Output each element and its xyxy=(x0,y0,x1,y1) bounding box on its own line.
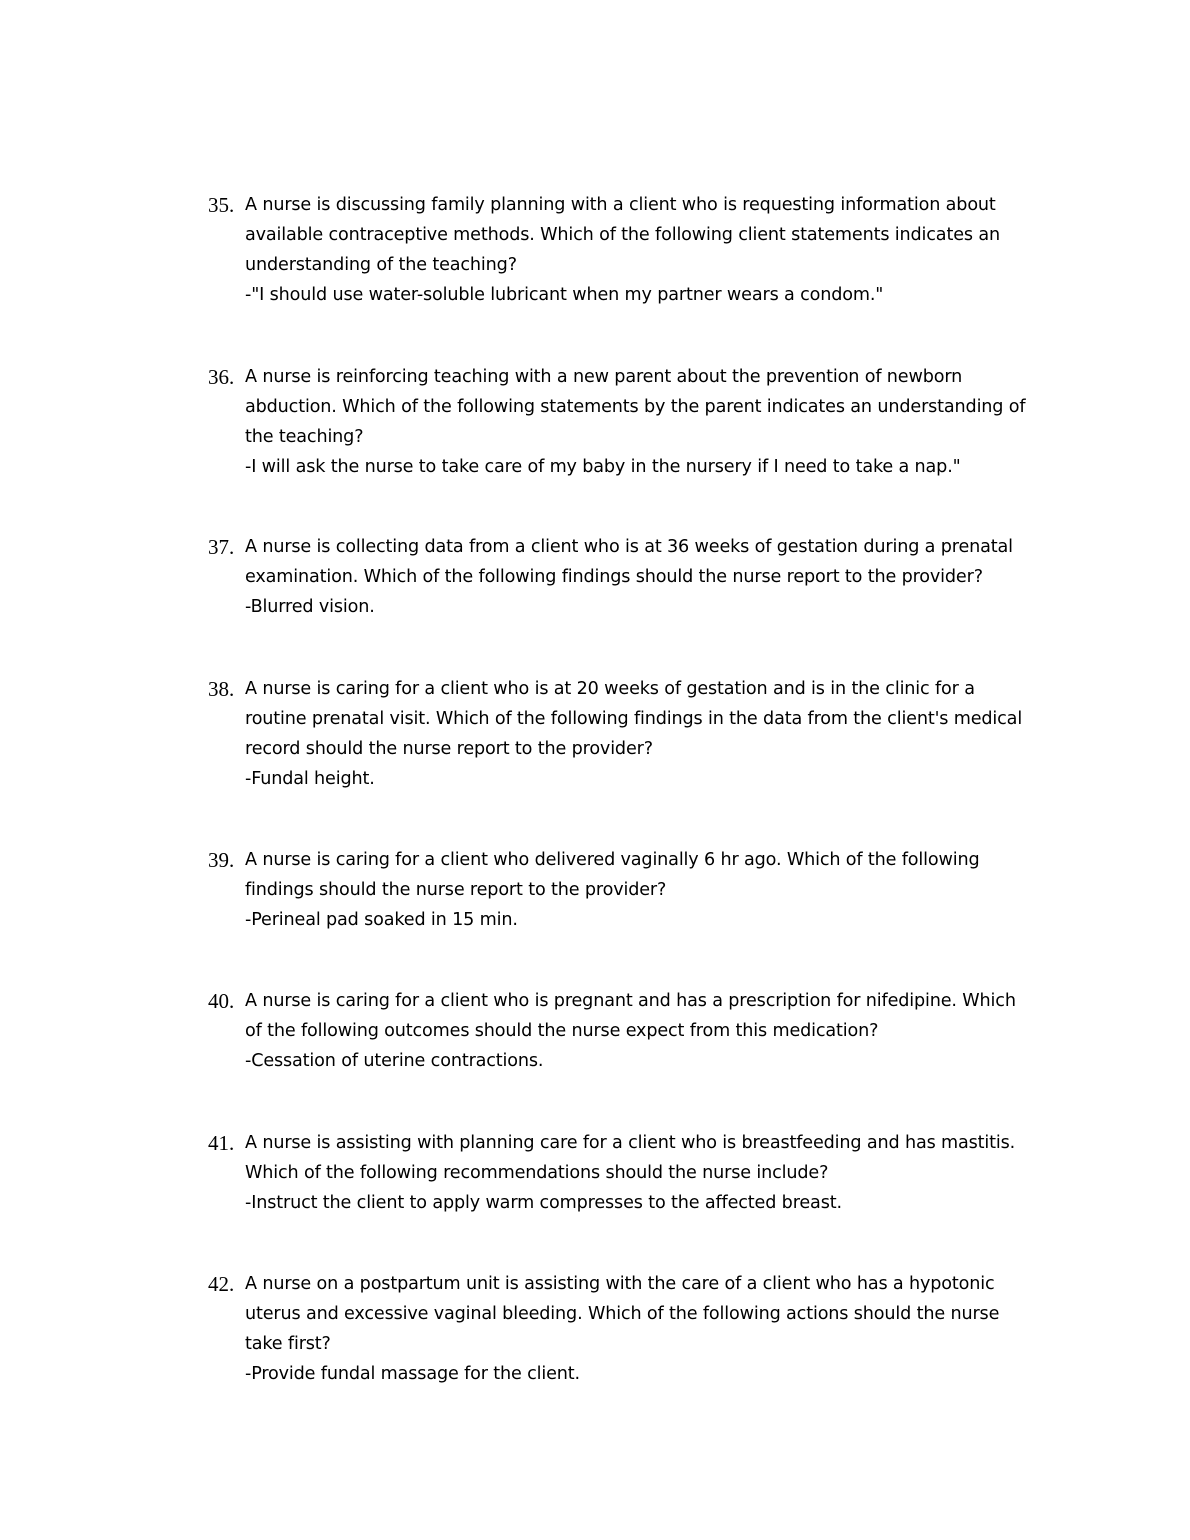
answer-text: -Blurred vision. xyxy=(245,597,375,617)
question-number: 35. xyxy=(208,193,235,217)
question-number: 39. xyxy=(208,848,235,872)
question-body xyxy=(245,1128,1028,1218)
question-body xyxy=(245,986,1028,1076)
question-39 xyxy=(208,845,1028,935)
question-42 xyxy=(208,1269,1028,1389)
question-text: A nurse is caring for a client who delivered vaginally 6 hr ago. Which of the following findings should the nurse report to the provider? xyxy=(245,850,980,900)
question-38 xyxy=(208,674,1028,794)
question-body xyxy=(245,845,1028,935)
question-body xyxy=(245,362,1028,482)
answer-text: -Provide fundal massage for the client. xyxy=(245,1364,581,1384)
question-number: 36. xyxy=(208,365,235,389)
question-text: A nurse is reinforcing teaching with a new parent about the prevention of newborn abduction. Which of the following statements by the parent indicates an understanding of the teaching? xyxy=(245,367,1026,447)
question-body xyxy=(245,190,1028,310)
question-body xyxy=(245,1269,1028,1389)
question-number: 38. xyxy=(208,677,235,701)
question-number: 40. xyxy=(208,989,235,1013)
question-35 xyxy=(208,190,1028,310)
question-text: A nurse is caring for a client who is pregnant and has a prescription for nifedipine. Which of the following outcomes should the nurse expect from this medication? xyxy=(245,991,1016,1041)
question-number: 41. xyxy=(208,1131,235,1155)
question-text: A nurse is collecting data from a client who is at 36 weeks of gestation during a prenatal examination. Which of the following findings should the nurse report to the provider? xyxy=(245,537,1013,587)
answer-text: -I will ask the nurse to take care of my baby in the nursery if I need to take a nap." xyxy=(245,457,961,477)
question-body xyxy=(245,532,1028,622)
question-41 xyxy=(208,1128,1028,1218)
question-number: 37. xyxy=(208,535,235,559)
question-40 xyxy=(208,986,1028,1076)
question-36 xyxy=(208,362,1028,482)
question-body xyxy=(245,674,1028,794)
question-text: A nurse is discussing family planning with a client who is requesting information about available contraceptive methods. Which of the following client statements indicates an understanding of the teaching? xyxy=(245,195,1000,275)
answer-text: -Fundal height. xyxy=(245,769,375,789)
question-number: 42. xyxy=(208,1272,235,1296)
answer-text: -"I should use water-soluble lubricant when my partner wears a condom." xyxy=(245,285,884,305)
question-text: A nurse is assisting with planning care for a client who is breastfeeding and has mastitis. Which of the following recommendations should the nurse include? xyxy=(245,1133,1016,1183)
question-37 xyxy=(208,532,1028,622)
question-text: A nurse on a postpartum unit is assisting with the care of a client who has a hypotonic uterus and excessive vaginal bleeding. Which of the following actions should the nurse take first? xyxy=(245,1274,1000,1354)
answer-text: -Perineal pad soaked in 15 min. xyxy=(245,910,518,930)
answer-text: -Instruct the client to apply warm compresses to the affected breast. xyxy=(245,1193,842,1213)
answer-text: -Cessation of uterine contractions. xyxy=(245,1051,544,1071)
question-text: A nurse is caring for a client who is at 20 weeks of gestation and is in the clinic for a routine prenatal visit. Which of the following findings in the data from the client's medical record should the nurse report to the provider? xyxy=(245,679,1023,759)
